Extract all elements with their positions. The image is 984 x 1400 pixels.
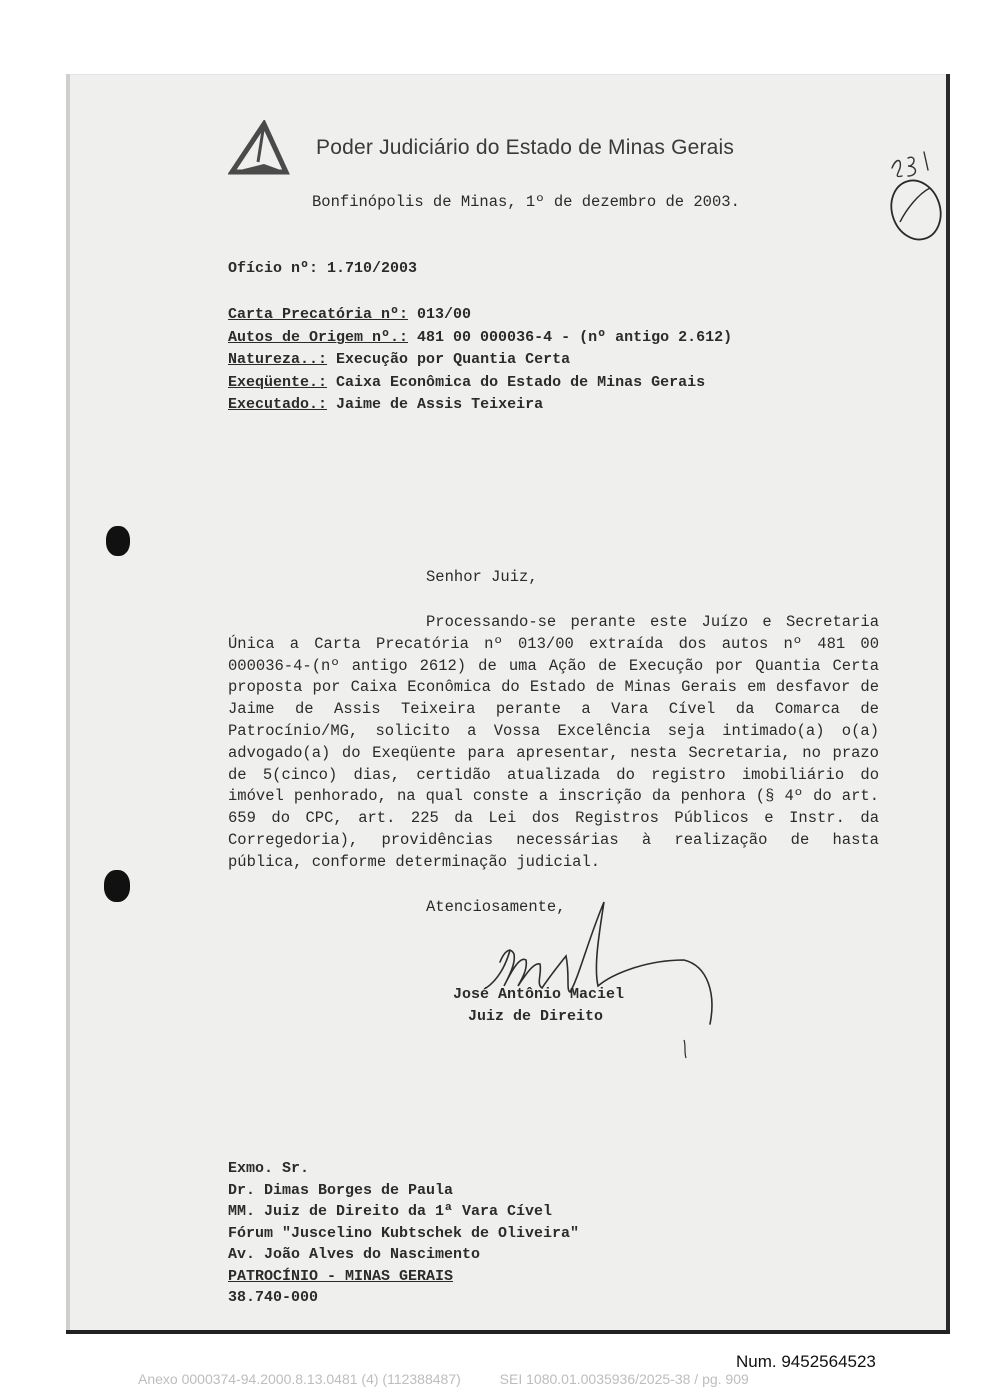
handwritten-signature xyxy=(470,890,730,1060)
exequente-row xyxy=(228,372,732,395)
executado-value: Jaime de Assis Teixeira xyxy=(336,396,544,413)
natureza-row xyxy=(228,349,732,372)
scan-edge-bottom xyxy=(66,1330,950,1334)
carta-label: Carta Precatória nº: xyxy=(228,306,409,323)
exequente-value: Caixa Econômica do Estado de Minas Gerais xyxy=(336,373,706,391)
salutation: Senhor Juiz, xyxy=(426,568,538,586)
natureza-value: Execução por Quantia Certa xyxy=(336,351,571,368)
addressee-city: PATROCÍNIO - MINAS GERAIS xyxy=(228,1267,454,1285)
executado-label: Executado.: xyxy=(228,396,328,413)
exequente-label: Exeqüente.: xyxy=(228,373,328,391)
scan-edge-right xyxy=(946,74,950,1334)
closing: Atenciosamente, xyxy=(426,898,566,916)
handwritten-page-number-mark xyxy=(886,124,946,244)
punch-hole-bottom xyxy=(104,870,130,902)
addressee-line: Fórum "Juscelino Kubtschek de Oliveira" xyxy=(228,1224,580,1242)
institution-title: Poder Judiciário do Estado de Minas Gerais xyxy=(316,136,735,159)
autos-label: Autos de Origem nº.: xyxy=(228,328,409,346)
addressee-cep: 38.740-000 xyxy=(228,1289,319,1306)
oficio-number: Ofício nº: 1.710/2003 xyxy=(228,260,418,277)
letter-body: Processando-se perante este Juízo e Secretaria Única a Carta Precatória nº 013/00 extraída dos autos nº 481 00 000036-4-(nº antigo 2612) de uma Ação de Execução por Quantia Certa proposta por Caixa Econômica do Estado de Minas Gerais em desfavor de Jaime de Assis Teixeira perante a Vara Cível da Comarca de Patrocínio/MG, solicito a Vossa Excelência seja intimado(a) o(a) advogado(a) do Exeqüente para apresentar, nesta Secretaria, no prazo de 5(cinco) dias, certidão atualizada do registro imobiliário do imóvel penhorado, na qual conste a inscrição da penhora (§ 4º do art. 659 do CPC, art. 225 da Lei dos Registros Públicos e Instr. da Corregedoria), providências necessárias à realização de hasta pública, conforme determinação judicial. xyxy=(228,613,879,871)
carta-value: 013/00 xyxy=(417,306,472,323)
executado-row xyxy=(228,394,732,417)
addressee-block xyxy=(228,1158,579,1309)
signer-role: Juiz de Direito xyxy=(468,1008,604,1025)
addressee-line: Dr. Dimas Borges de Paula xyxy=(228,1181,454,1199)
place-date: Bonfinópolis de Minas, 1º de dezembro de 2003. xyxy=(312,193,740,211)
addressee-line: Av. João Alves do Nascimento xyxy=(228,1246,481,1263)
signer-name: José Antônio Maciel xyxy=(453,986,625,1003)
footer-reference: Anexo 0000374-94.2000.8.13.0481 (4) (112388487) SEI 1080.01.0035936/2025-38 / pg. 909 xyxy=(138,1371,749,1387)
addressee-line: Exmo. Sr. xyxy=(228,1160,310,1177)
punch-hole-top xyxy=(106,526,130,556)
case-info xyxy=(228,304,732,417)
carta-row xyxy=(228,304,732,327)
addressee-line: MM. Juiz de Direito da 1ª Vara Cível xyxy=(228,1203,553,1220)
autos-row xyxy=(228,327,732,350)
document-number: Num. 9452564523 xyxy=(736,1352,876,1371)
triangle-logo-icon xyxy=(228,120,290,176)
scan-edge-left xyxy=(66,74,70,1334)
autos-value: 481 00 000036-4 - (nº antigo 2.612) xyxy=(417,328,733,346)
natureza-label: Natureza..: xyxy=(228,351,328,368)
